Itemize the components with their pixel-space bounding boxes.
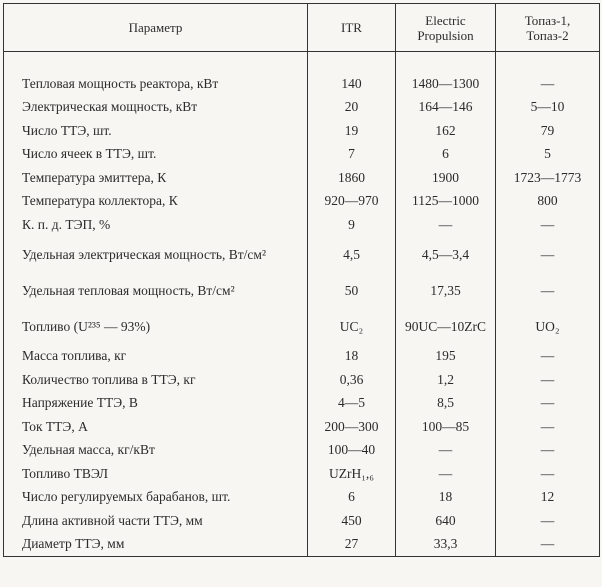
topaz-cell: — [496, 533, 600, 557]
itr-cell: 6 [308, 486, 396, 510]
itr-cell: 7 [308, 143, 396, 167]
table-row [4, 190, 600, 214]
ep-cell: 1125—1000 [396, 190, 496, 214]
ep-cell: 33,3 [396, 533, 496, 557]
table-row [4, 462, 600, 486]
ep-cell: 640 [396, 509, 496, 533]
param-cell: Длина активной части ТТЭ, мм [4, 509, 308, 533]
topaz-cell: 5 [496, 143, 600, 167]
ep-cell: 4,5—3,4 [396, 237, 496, 273]
itr-cell: 4—5 [308, 392, 396, 416]
itr-cell: 140 [308, 72, 396, 96]
itr-cell: 0,36 [308, 368, 396, 392]
param-cell: Число регулируемых барабанов, шт. [4, 486, 308, 510]
topaz-cell: 1723—1773 [496, 166, 600, 190]
topaz-cell: UO₂ [496, 309, 600, 345]
itr-cell: 1860 [308, 166, 396, 190]
table-row [4, 533, 600, 557]
table-row [4, 392, 600, 416]
ep-cell: 17,35 [396, 273, 496, 309]
table-body [4, 52, 600, 557]
topaz-cell: — [496, 72, 600, 96]
table-row [4, 415, 600, 439]
ep-cell: 18 [396, 486, 496, 510]
topaz-cell: — [496, 392, 600, 416]
itr-cell: 100—40 [308, 439, 396, 463]
itr-cell: 19 [308, 119, 396, 143]
param-cell: Электрическая мощность, кВт [4, 96, 308, 120]
topaz-cell: 800 [496, 190, 600, 214]
itr-cell: UZrH₁,₆ [308, 462, 396, 486]
ep-cell: — [396, 439, 496, 463]
itr-cell: UC₂ [308, 309, 396, 345]
itr-cell: 200—300 [308, 415, 396, 439]
table-row [4, 96, 600, 120]
param-cell: Топливо (U²³⁵ — 93%) [4, 309, 308, 345]
itr-cell: 50 [308, 273, 396, 309]
topaz-cell: — [496, 439, 600, 463]
param-cell: Температура эмиттера, К [4, 166, 308, 190]
ep-cell: 1480—1300 [396, 72, 496, 96]
itr-cell: 20 [308, 96, 396, 120]
itr-cell: 18 [308, 345, 396, 369]
topaz-cell: 5—10 [496, 96, 600, 120]
itr-cell: 9 [308, 213, 396, 237]
ep-cell: 195 [396, 345, 496, 369]
header-topaz: Топаз-1, Топаз-2 [496, 4, 600, 52]
reactor-parameters-table [3, 3, 600, 557]
itr-cell: 450 [308, 509, 396, 533]
topaz-cell: — [496, 462, 600, 486]
table-row [4, 237, 600, 273]
header-row [4, 4, 600, 52]
table-row [4, 368, 600, 392]
topaz-cell: — [496, 368, 600, 392]
itr-cell: 920—970 [308, 190, 396, 214]
param-cell: Ток ТТЭ, А [4, 415, 308, 439]
table-row [4, 119, 600, 143]
table-row [4, 273, 600, 309]
ep-cell: 6 [396, 143, 496, 167]
table-row [4, 439, 600, 463]
topaz-cell: — [496, 213, 600, 237]
param-cell: Число ТТЭ, шт. [4, 119, 308, 143]
table-row [4, 486, 600, 510]
itr-cell: 27 [308, 533, 396, 557]
ep-cell: — [396, 462, 496, 486]
table-row [4, 345, 600, 369]
header-param: Параметр [4, 4, 308, 52]
table-row [4, 166, 600, 190]
param-cell: К. п. д. ТЭП, % [4, 213, 308, 237]
ep-cell: 1,2 [396, 368, 496, 392]
table-row [4, 143, 600, 167]
topaz-cell: 12 [496, 486, 600, 510]
topaz-cell: — [496, 415, 600, 439]
header-electric-propulsion: Electric Propulsion [396, 4, 496, 52]
topaz-cell: — [496, 237, 600, 273]
topaz-cell: 79 [496, 119, 600, 143]
ep-cell: 100—85 [396, 415, 496, 439]
ep-cell: 162 [396, 119, 496, 143]
param-cell: Количество топлива в ТТЭ, кг [4, 368, 308, 392]
param-cell: Топливо ТВЭЛ [4, 462, 308, 486]
itr-cell: 4,5 [308, 237, 396, 273]
ep-cell: 90UC—10ZrC [396, 309, 496, 345]
param-cell: Диаметр ТТЭ, мм [4, 533, 308, 557]
param-cell: Температура коллектора, К [4, 190, 308, 214]
spacer-row [4, 52, 600, 73]
topaz-cell: — [496, 273, 600, 309]
topaz-cell: — [496, 509, 600, 533]
param-cell: Удельная тепловая мощность, Вт/см² [4, 273, 308, 309]
param-cell: Удельная электрическая мощность, Вт/см² [4, 237, 308, 273]
param-cell: Напряжение ТТЭ, В [4, 392, 308, 416]
param-cell: Тепловая мощность реактора, кВт [4, 72, 308, 96]
ep-cell: 164—146 [396, 96, 496, 120]
header-itr: ITR [308, 4, 396, 52]
param-cell: Число ячеек в ТТЭ, шт. [4, 143, 308, 167]
topaz-cell: — [496, 345, 600, 369]
param-cell: Удельная масса, кг/кВт [4, 439, 308, 463]
ep-cell: — [396, 213, 496, 237]
param-cell: Масса топлива, кг [4, 345, 308, 369]
table-row [4, 72, 600, 96]
table-row [4, 509, 600, 533]
ep-cell: 8,5 [396, 392, 496, 416]
table-header [4, 4, 600, 52]
table-row [4, 309, 600, 345]
ep-cell: 1900 [396, 166, 496, 190]
table-row [4, 213, 600, 237]
